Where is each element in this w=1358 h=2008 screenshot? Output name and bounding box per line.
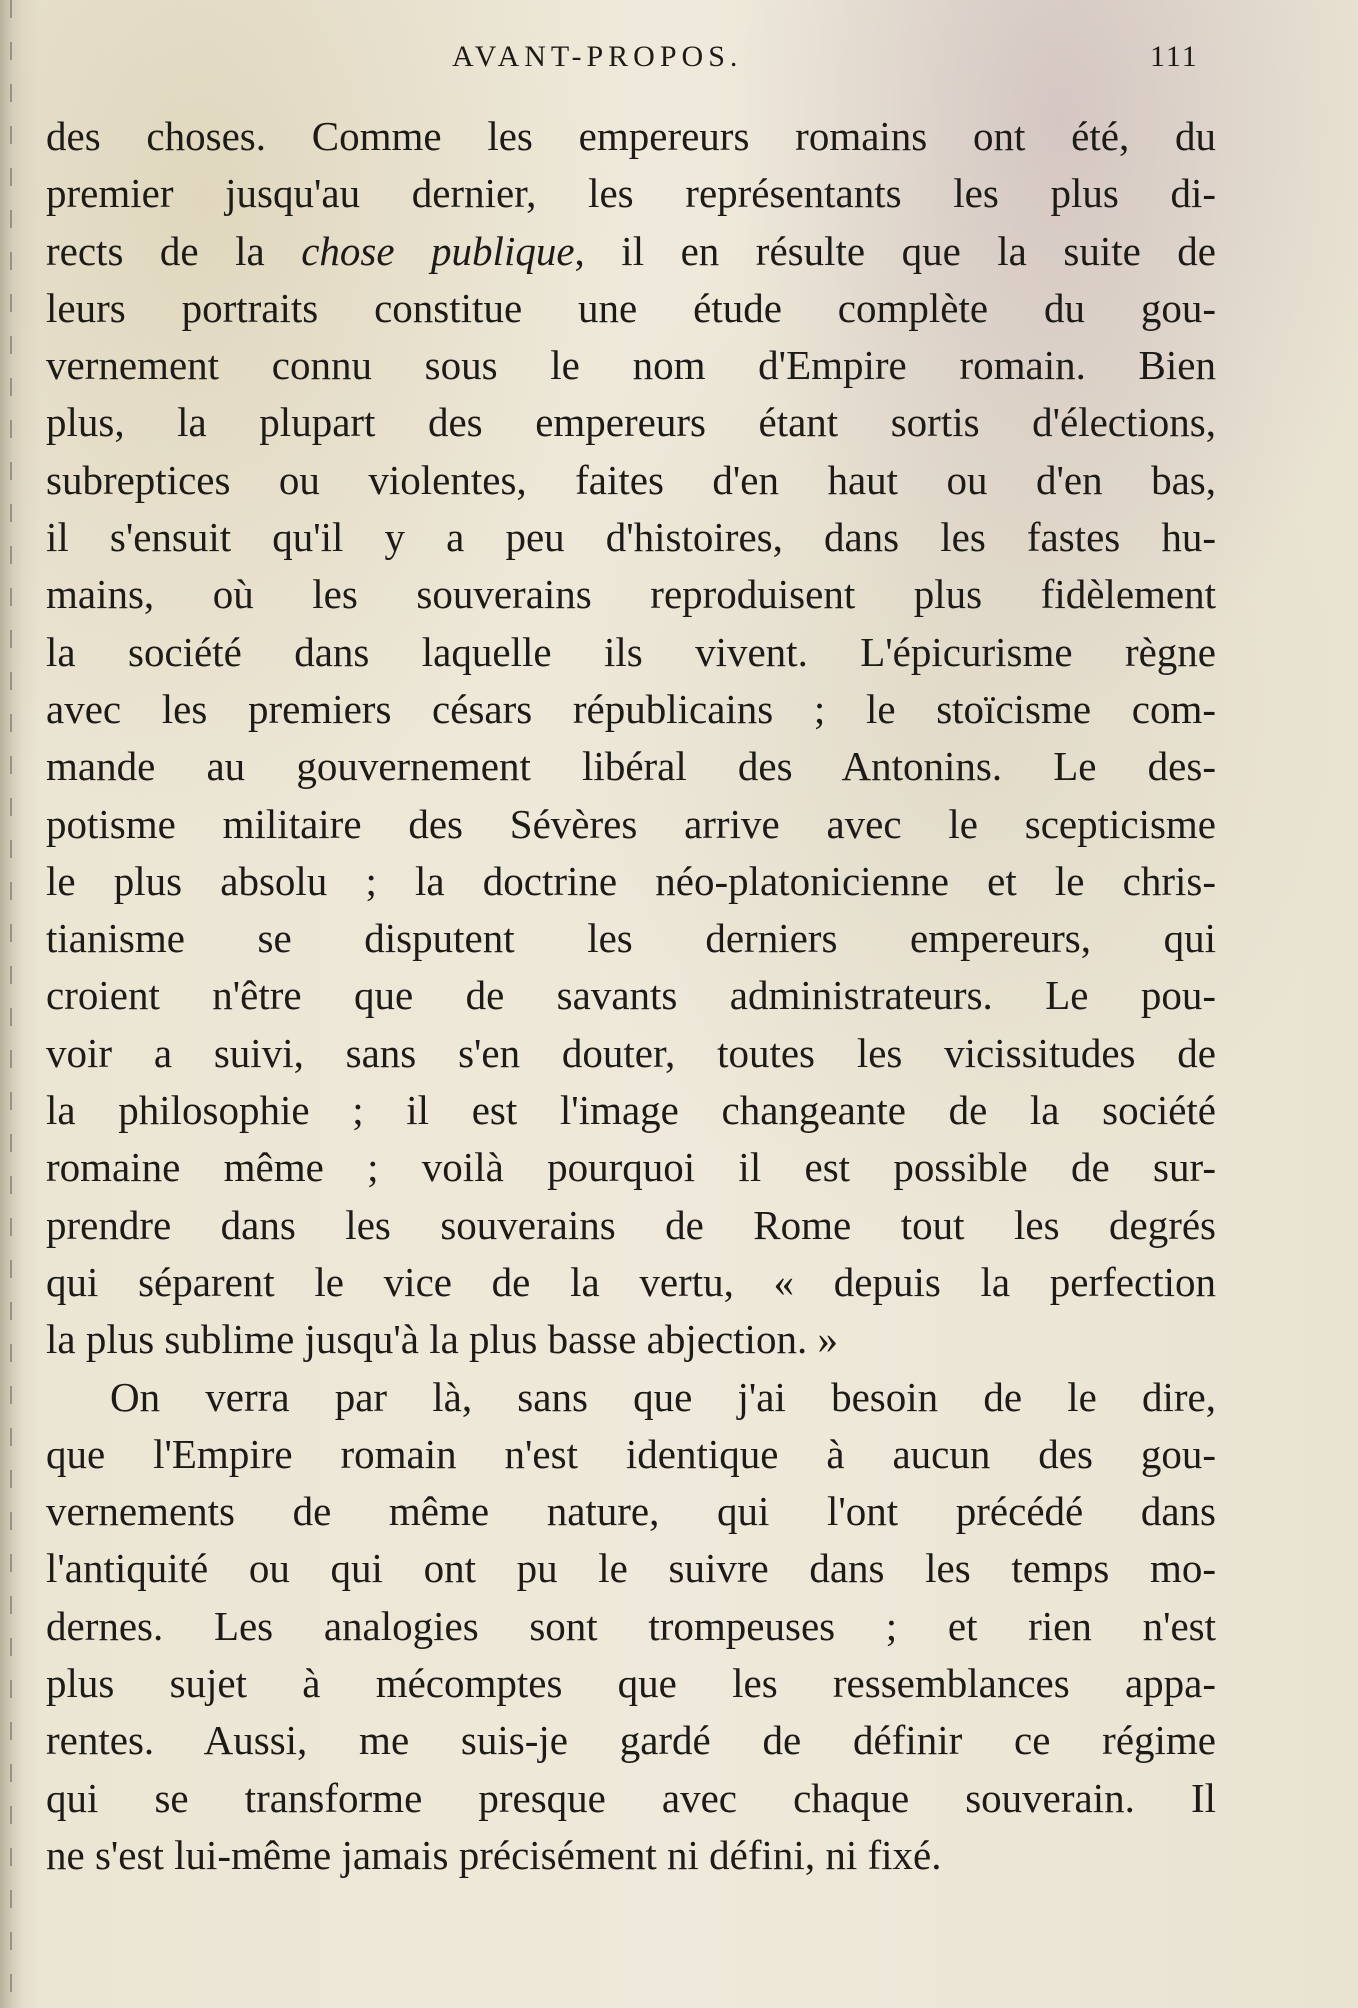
- text-line-21: qui séparent le vice de la vertu, « depuis la perfection: [46, 1258, 1216, 1305]
- text-line-9: mains, où les souverains reproduisent plus fidèlement: [46, 571, 1216, 618]
- text-line-28: plus sujet à mécomptes que les ressemblances appa-: [46, 1660, 1216, 1707]
- text-line-22: la plus sublime jusqu'à la plus basse abjection. »: [46, 1316, 838, 1363]
- text-line-25: vernements de même nature, qui l'ont précédé dans: [46, 1488, 1216, 1535]
- text-line-12: mande au gouvernement libéral des Antonins. Le des-: [46, 743, 1216, 790]
- text-line-17: voir a suivi, sans s'en douter, toutes les vicissitudes de: [46, 1029, 1216, 1076]
- text-line-7: subreptices ou violentes, faites d'en haut ou d'en bas,: [46, 456, 1216, 503]
- text-line-11: avec les premiers césars républicains ; le stoïcisme com-: [46, 685, 1216, 732]
- text-line-29: rentes. Aussi, me suis-je gardé de définir ce régime: [46, 1717, 1216, 1764]
- running-head: [0, 34, 1358, 84]
- text-line-5: vernement connu sous le nom d'Empire romain. Bien: [46, 342, 1216, 389]
- text-line-26: l'antiquité ou qui ont pu le suivre dans les temps mo-: [46, 1545, 1216, 1592]
- text-line-31: ne s'est lui-même jamais précisément ni défini, ni fixé.: [46, 1831, 942, 1878]
- text-line-15: tianisme se disputent les derniers empereurs, qui: [46, 915, 1216, 962]
- text-line-10: la société dans laquelle ils vivent. L'épicurisme règne: [46, 628, 1216, 675]
- text-line-19: romaine même ; voilà pourquoi il est possible de sur-: [46, 1144, 1216, 1191]
- text-line-18: la philosophie ; il est l'image changeante de la société: [46, 1087, 1216, 1134]
- text-line-3: [46, 223, 1216, 280]
- page-number: 111: [1150, 40, 1199, 73]
- text-line-16: croient n'être que de savants administrateurs. Le pou-: [46, 972, 1216, 1019]
- running-title: AVANT-PROPOS.: [452, 40, 743, 73]
- page-gutter: [0, 0, 22, 2008]
- text-line-8: il s'ensuit qu'il y a peu d'histoires, dans les fastes hu-: [46, 514, 1216, 561]
- text-line-20: prendre dans les souverains de Rome tout les degrés: [46, 1201, 1216, 1248]
- text-line-24: que l'Empire romain n'est identique à aucun des gou-: [46, 1430, 1216, 1477]
- body-text: [46, 108, 1216, 1884]
- text-line-30: qui se transforme presque avec chaque souverain. Il: [46, 1774, 1216, 1821]
- text-line-14: le plus absolu ; la doctrine néo-platonicienne et le chris-: [46, 857, 1216, 904]
- text-line-3-start: rects de la: [46, 227, 302, 274]
- binding-edge: [10, 0, 12, 2008]
- text-line-27: dernes. Les analogies sont trompeuses ; et rien n'est: [46, 1602, 1216, 1649]
- text-line-13: potisme militaire des Sévères arrive avec le scepticisme: [46, 800, 1216, 847]
- text-line-1: des choses. Comme les empereurs romains ont été, du: [46, 113, 1216, 159]
- text-line-4: leurs portraits constitue une étude complète du gou-: [46, 284, 1216, 331]
- text-line-6: plus, la plupart des empereurs étant sortis d'élections,: [46, 399, 1216, 446]
- text-line-3-end: , il en résulte que la suite de: [574, 227, 1217, 274]
- text-line-2: premier jusqu'au dernier, les représentants les plus di-: [46, 170, 1216, 217]
- italic-phrase: chose publique: [301, 227, 575, 274]
- text-line-23: On verra par là, sans que j'ai besoin de le dire,: [110, 1373, 1216, 1420]
